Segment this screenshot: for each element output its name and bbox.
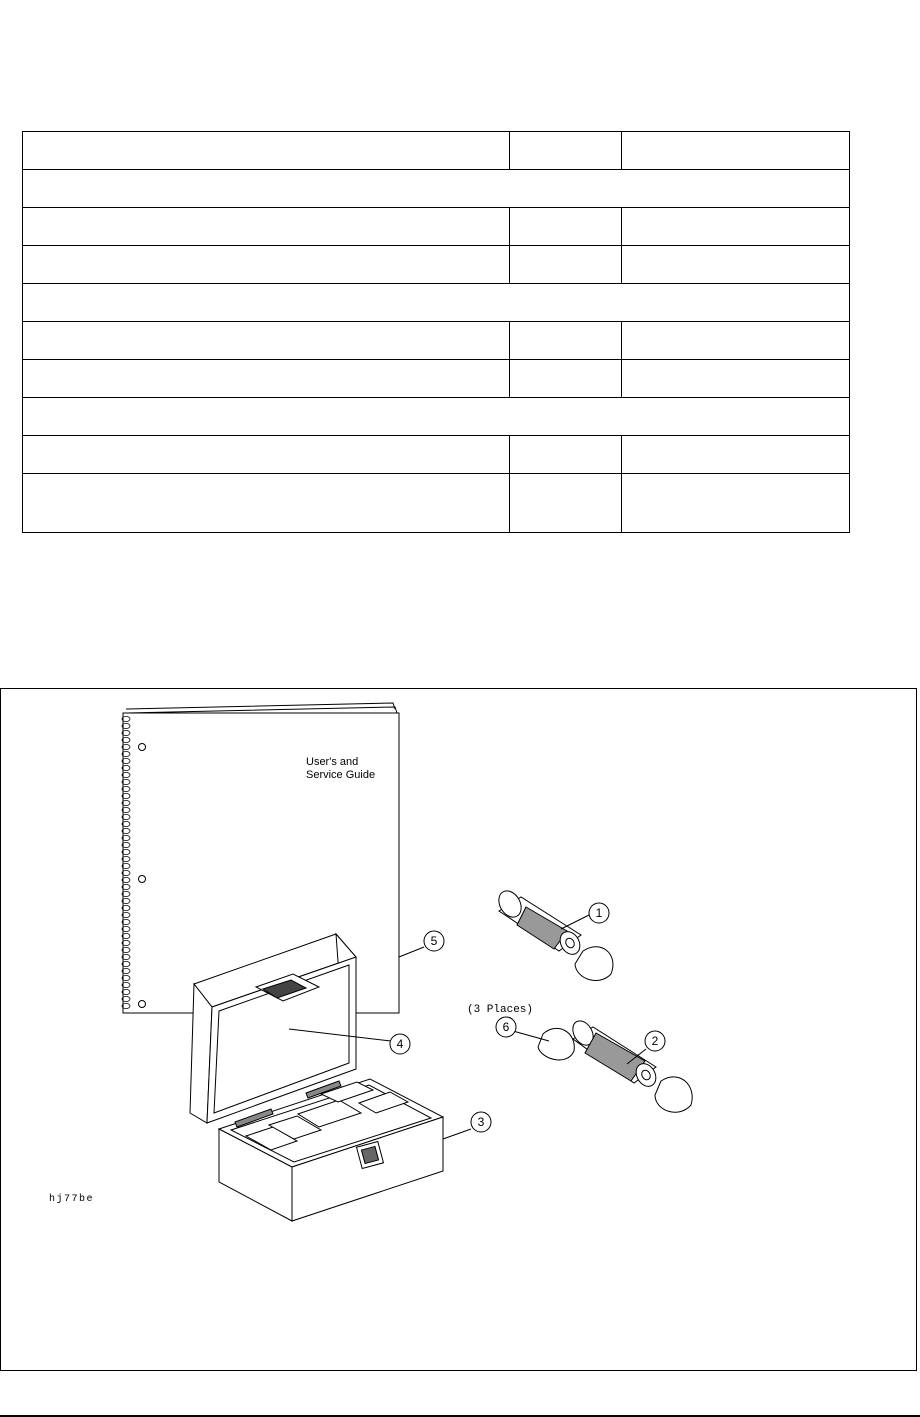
- table-row: [23, 474, 850, 533]
- callout-3-label: 3: [477, 1115, 485, 1129]
- places-note: (3 Places): [467, 1004, 534, 1016]
- callout-4-label: 4: [396, 1037, 404, 1051]
- table-row: [23, 360, 850, 398]
- callout-6-label: 6: [502, 1020, 510, 1034]
- figure-code: hj77be: [49, 1194, 95, 1205]
- parts-table: [22, 131, 850, 533]
- table-row: [23, 208, 850, 246]
- table-section-row: [23, 170, 850, 208]
- table-header-row: [23, 132, 850, 170]
- adapter-2-illustration: [538, 1017, 692, 1112]
- table-row: [23, 322, 850, 360]
- kit-contents-figure: [0, 688, 917, 1371]
- manual-title-line2: Service Guide: [306, 769, 376, 781]
- adapter-1-illustration: [494, 887, 613, 981]
- manual-title-line1: User's and: [306, 756, 359, 768]
- callout-5-label: 5: [430, 934, 438, 948]
- table-section-row: [23, 398, 850, 436]
- callout-1-label: 1: [595, 906, 603, 920]
- kit-illustration: [1, 689, 918, 1372]
- table-section-row: [23, 284, 850, 322]
- callouts: [390, 903, 665, 1132]
- table-row: [23, 436, 850, 474]
- case-illustration: [190, 934, 443, 1221]
- table-row: [23, 246, 850, 284]
- callout-2-label: 2: [651, 1034, 659, 1048]
